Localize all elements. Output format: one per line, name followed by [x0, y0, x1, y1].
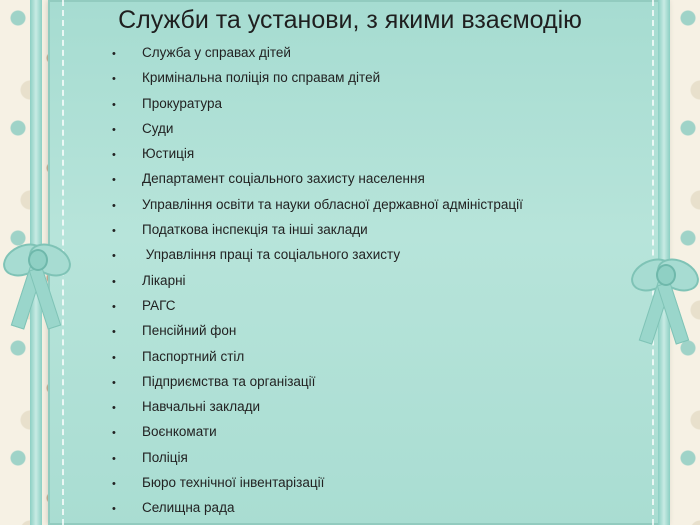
- list-item-label: Бюро технічної інвентарізації: [142, 475, 325, 491]
- list-item-label: Навчальні заклади: [142, 399, 261, 415]
- bullet-icon: •: [112, 326, 116, 339]
- list-item: [112, 318, 652, 343]
- list-item: [112, 268, 652, 293]
- bullet-icon: •: [112, 478, 116, 491]
- list-item-label: РАГС: [142, 297, 176, 313]
- list-item: [112, 495, 652, 520]
- list-item-label: Селищна рада: [142, 500, 235, 516]
- list-item-label: Кримінальна поліція по справам дітей: [142, 70, 381, 86]
- list-item: [112, 369, 652, 394]
- bullet-icon: •: [112, 275, 116, 288]
- bullet-icon: •: [112, 376, 116, 389]
- list-item: [112, 166, 652, 191]
- bullet-icon: •: [112, 351, 116, 364]
- list-item: [112, 141, 652, 166]
- list-item: [112, 217, 652, 242]
- bullet-icon: •: [112, 48, 116, 60]
- bullet-icon: •: [112, 174, 116, 187]
- list-item: [112, 192, 652, 217]
- bullet-icon: •: [112, 98, 116, 111]
- list-item-label: Пенсійний фон: [142, 323, 237, 339]
- list-item: [112, 116, 652, 141]
- list-item-label: Податкова інспекція та інші заклади: [142, 222, 368, 238]
- bullet-icon: •: [112, 73, 116, 86]
- bullet-icon: •: [112, 199, 116, 212]
- list-item: [112, 91, 652, 116]
- list-item-label: Служба у справах дітей: [142, 45, 291, 60]
- list-item: [112, 394, 652, 419]
- list-item: [112, 293, 652, 318]
- slide-title: Служби та установи, з якими взаємодію: [118, 6, 582, 34]
- bullet-icon: •: [112, 225, 116, 238]
- list-item-label: Управління праці та соціального захисту: [142, 247, 401, 263]
- list-item-label: Прокуратура: [142, 95, 223, 111]
- list-item: [112, 470, 652, 495]
- bullet-icon: •: [112, 300, 116, 313]
- list-item-label: Управління освіти та науки обласної державної адміністрації: [142, 196, 523, 212]
- bullet-icon: •: [112, 503, 116, 516]
- bullet-icon: •: [112, 250, 116, 263]
- list-item-label: Лікарні: [142, 272, 186, 288]
- list-item: [112, 445, 652, 470]
- list-item-label: Юстиція: [142, 146, 195, 162]
- services-list: [112, 40, 652, 521]
- list-item: [112, 65, 652, 90]
- bullet-icon: •: [112, 123, 116, 136]
- list-item: [112, 419, 652, 444]
- list-item-label: Департамент соціального захисту населення: [142, 171, 425, 187]
- list-item-label: Паспортний стіл: [142, 348, 245, 364]
- list-item: [112, 242, 652, 267]
- list-item-label: Підприємства та організації: [142, 373, 316, 389]
- list-item: [112, 344, 652, 369]
- bullet-icon: •: [112, 427, 116, 440]
- bullet-icon: •: [112, 149, 116, 162]
- bullet-icon: •: [112, 402, 116, 415]
- list-item-label: Суди: [142, 120, 174, 136]
- list-item-label: Воєнкомати: [142, 424, 217, 440]
- bullet-icon: •: [112, 452, 116, 465]
- list-item-label: Поліція: [142, 449, 188, 465]
- list-item: [112, 40, 652, 65]
